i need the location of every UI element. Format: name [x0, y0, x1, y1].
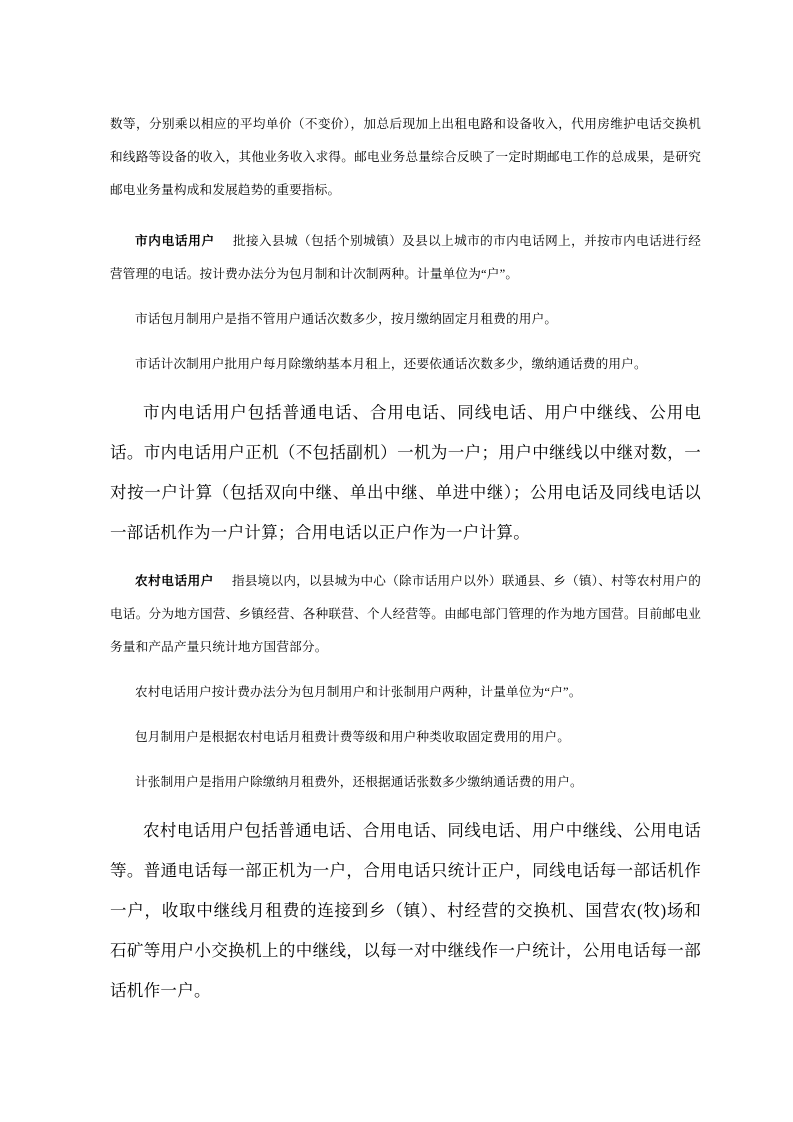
- paragraph-rural-phone-user-scope: 农村电话用户包括普通电话、合用电话、同线电话、用户中继线、公用电话等。普通电话每一部正机为一户，合用电话只统计正户，同线电话每一部话机作一户，收取中继线月租费的连接到乡（镇）、村经营的交换机、国营农(牧)场和石矿等用户小交换机上的中继线，以每一对中继线作一户统计，公用电话每一部话机作一户。: [110, 821, 701, 1000]
- paragraph-metered-user: 市话计次制用户批用户每月除缴纳基本月租上，还要依通话次数多少，缴纳通话费的用户。: [135, 357, 647, 371]
- term-urban-phone-user: 市内电话用户: [135, 234, 215, 248]
- paragraph-urban-phone-user-scope: 市内电话用户包括普通电话、合用电话、同线电话、用户中继线、公用电话。市内电话用户正机（不包括副机）一机为一户；用户中继线以中继对数，一对按一户计算（包括双向中继、单出中继、单进中继）；公用电话及同线电话以一部话机作为一户计算；合用电话以正户作为一户计算。: [110, 403, 701, 542]
- paragraph-rural-ticket-user: 计张制用户是指用户除缴纳月租费外，还根据通话张数多少缴纳通话费的用户。: [135, 775, 583, 789]
- term-rural-phone-user-definition: 指县境以内，以县城为中心（除市话用户以外）联通县、乡（镇）、村等农村用户的电话。分为地方国营、乡镇经营、各种联营、个人经营等。由邮电部门管理的作为地方国营。目前邮电业务量和产品产量只统计地方国营部分。: [110, 574, 702, 654]
- paragraph-rural-monthly-user: 包月制用户是根据农村电话月租费计费等级和用户种类收取固定费用的用户。: [135, 730, 570, 744]
- paragraph-urban-phone-user: [110, 225, 701, 291]
- paragraph-monthly-plan-user: 市话包月制用户是指不管用户通话次数多少，按月缴纳固定月租费的用户。: [135, 312, 558, 326]
- document-body: [110, 108, 701, 1011]
- term-urban-phone-user-definition: 批接入县城（包括个别城镇）及县以上城市的市内电话网上，并按市内电话进行经营管理的电话。按计费办法分为包月制和计次制两种。计量单位为“户”。: [110, 234, 701, 281]
- paragraph-rural-phone-user: [110, 565, 701, 664]
- term-rural-phone-user: 农村电话用户: [135, 574, 214, 588]
- paragraph-rural-billing-methods: 农村电话用户按计费办法分为包月制用户和计张制用户两种，计量单位为“户”。: [135, 685, 582, 699]
- paragraph-intro: 数等，分别乘以相应的平均单价（不变价），加总后现加上出租电路和设备收入，代用房维护电话交换机和线路等设备的收入，其他业务收入求得。邮电业务总量综合反映了一定时期邮电工作的总成果，是研究邮电业务量构成和发展趋势的重要指标。: [110, 117, 701, 197]
